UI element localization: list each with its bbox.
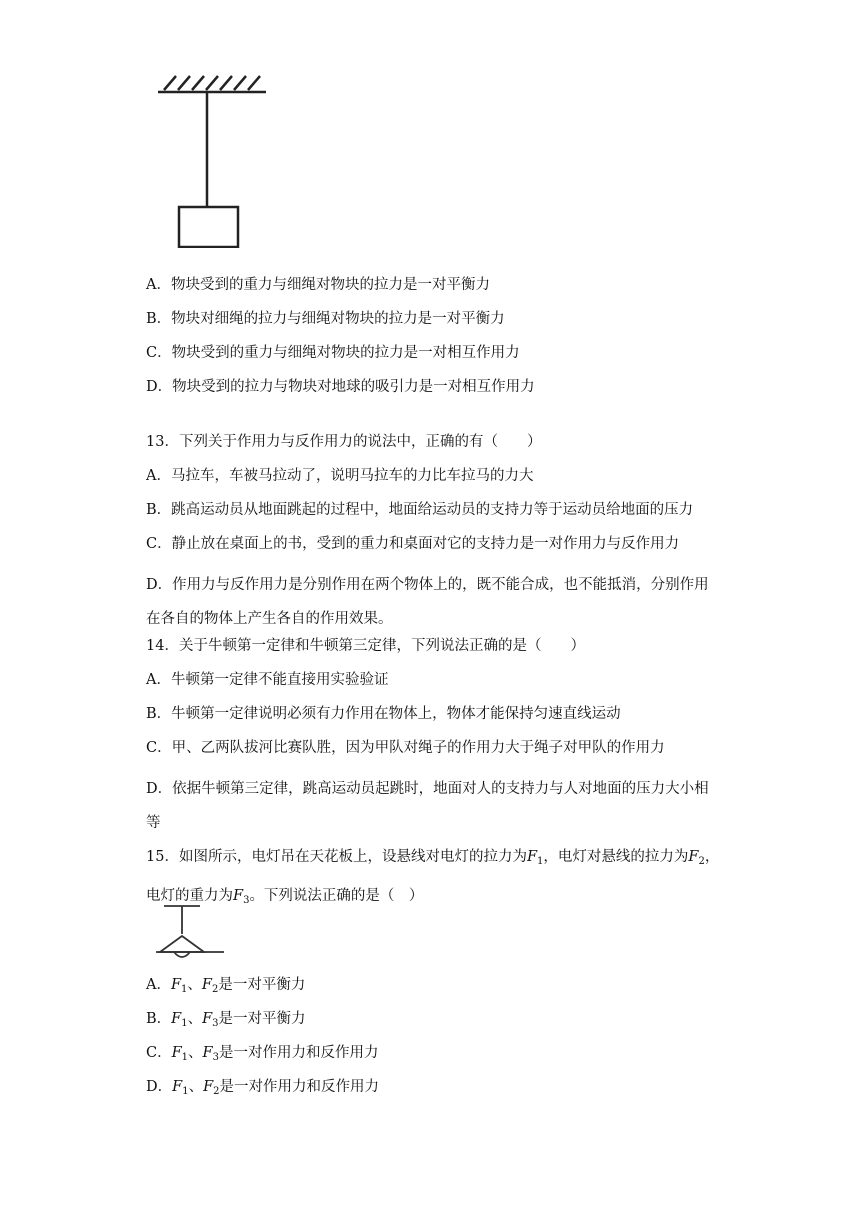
q14-stem: 14．关于牛顿第一定律和牛顿第三定律，下列说法正确的是（ ） — [146, 638, 585, 654]
q13-option-b: B．跳高运动员从地面跳起的过程中，地面给运动员的支持力等于运动员给地面的压力 — [146, 502, 694, 518]
q15-option-b: B．$F_1$、$F_3$是一对平衡力 — [146, 1011, 306, 1029]
q14-option-b: B．牛顿第一定律说明必须有力作用在物体上，物体才能保持匀速直线运动 — [146, 706, 621, 722]
q15-stem: 15．如图所示，电灯吊在天花板上，设悬线对电灯的拉力为$F_1$，电灯对悬线的拉力为$F_2$，电灯的重力为$F_3$。下列说法正确的是（ ） — [146, 849, 720, 906]
q12-option-c: C．物块受到的重力与细绳对物块的拉力是一对相互作用力 — [146, 345, 520, 361]
q14-option-c: C．甲、乙两队拔河比赛队胜，因为甲队对绳子的作用力大于绳子对甲队的作用力 — [146, 740, 665, 756]
q13-option-d: D．作用力与反作用力是分别作用在两个物体上的，既不能合成，也不能抵消，分别作用在各自的物体上产生各自的作用效果。 — [146, 577, 709, 627]
q13-option-a: A．马拉车，车被马拉动了，说明马拉车的力比车拉马的力大 — [146, 468, 534, 484]
q12-option-a: A．物块受到的重力与细绳对物块的拉力是一对平衡力 — [146, 277, 490, 293]
q14-option-a: A．牛顿第一定律不能直接用实验验证 — [146, 672, 389, 688]
q15-option-d: D．$F_1$、$F_2$是一对作用力和反作用力 — [146, 1079, 380, 1097]
q15-option-a: A．$F_1$、$F_2$是一对平衡力 — [146, 977, 306, 995]
q14-option-d: D．依据牛顿第三定律，跳高运动员起跳时，地面对人的支持力与人对地面的压力大小相等 — [146, 781, 709, 831]
q13-option-c: C．静止放在桌面上的书，受到的重力和桌面对它的支持力是一对作用力与反作用力 — [146, 536, 680, 552]
q12-option-d: D．物块受到的拉力与物块对地球的吸引力是一对相互作用力 — [146, 379, 535, 395]
hanging-block-figure — [150, 68, 290, 248]
q12-option-b: B．物块对细绳的拉力与细绳对物块的拉力是一对平衡力 — [146, 311, 505, 327]
q15-option-c: C．$F_1$、$F_3$是一对作用力和反作用力 — [146, 1045, 379, 1063]
hanging-lamp-figure — [152, 900, 232, 964]
q13-stem: 13．下列关于作用力与反作用力的说法中，正确的有（ ） — [146, 434, 542, 450]
